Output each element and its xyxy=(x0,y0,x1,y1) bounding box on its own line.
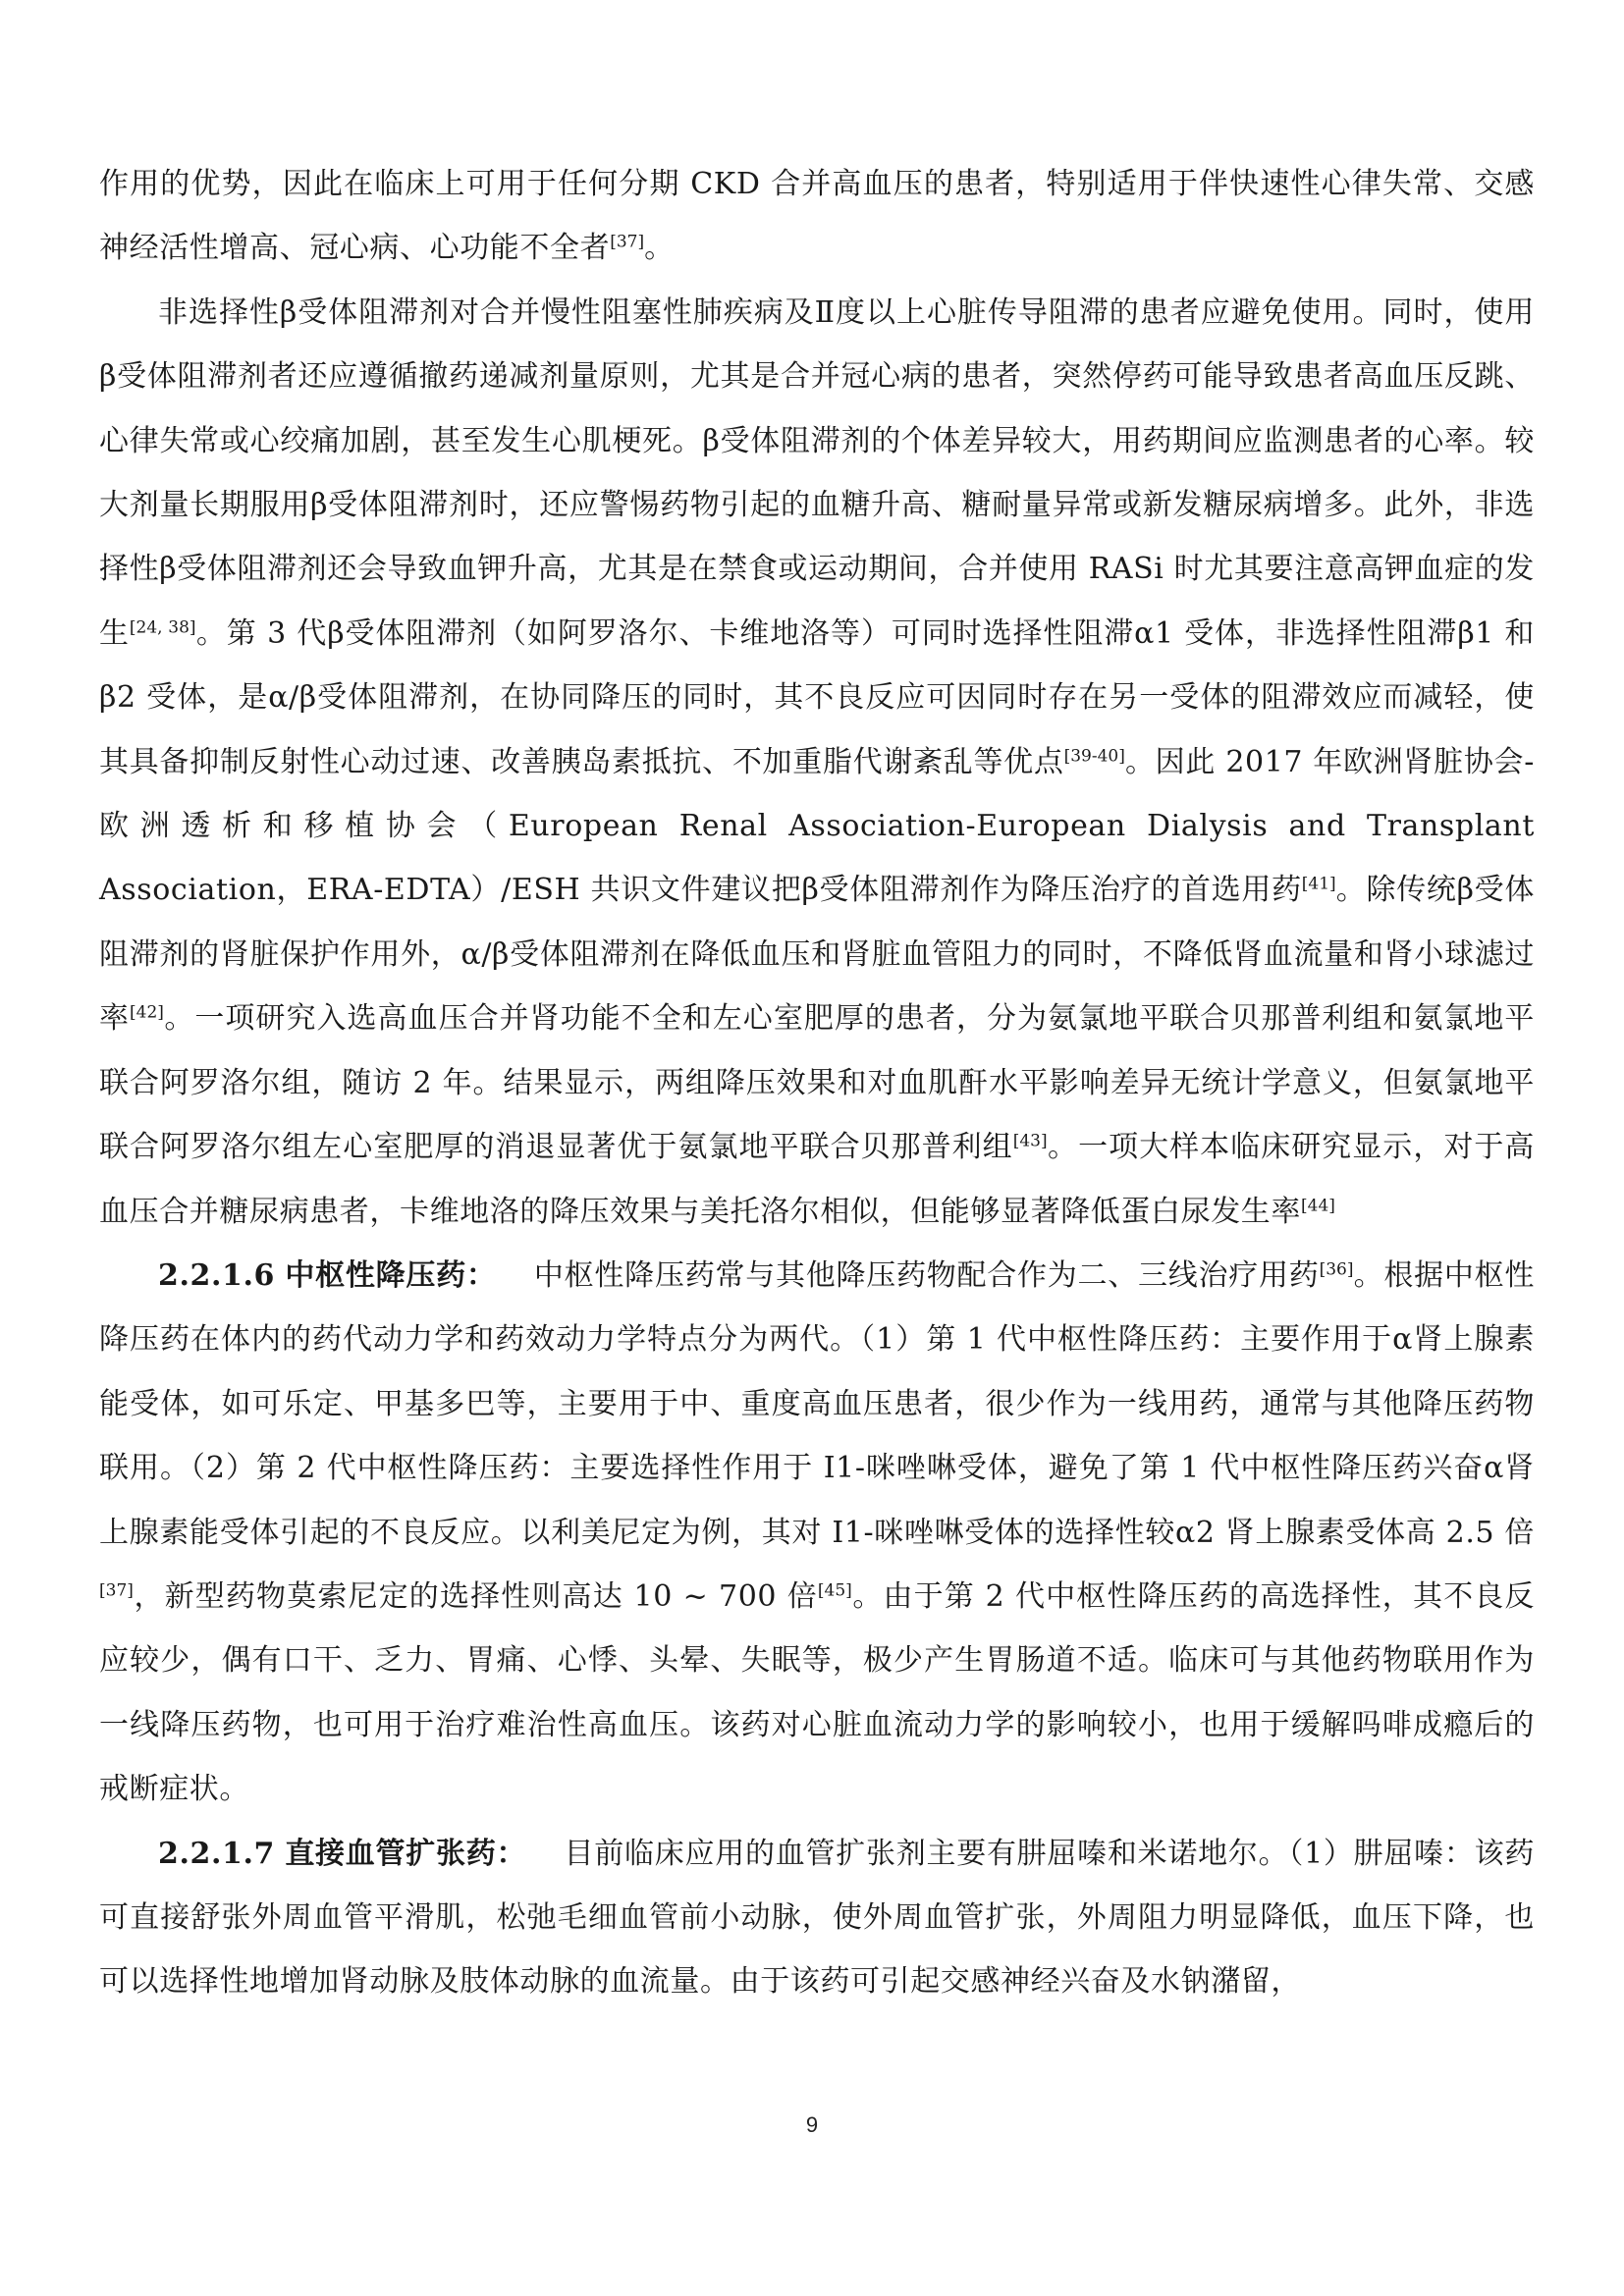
page-number: 9 xyxy=(805,2112,819,2137)
citation-ref: [44] xyxy=(1301,1195,1335,1215)
citation-ref: [39-40] xyxy=(1063,746,1125,767)
citation-ref: [43] xyxy=(1012,1131,1048,1151)
section-number: 2.2.1.6 xyxy=(158,1257,276,1293)
text-run: 。一项研究入选高血压合并肾功能不全和左心室肥厚的患者，分为氨氯地平联合贝那普利组和氨氯地平联合阿罗洛尔组，随访 2 年。结果显示，两组降压效果和对血肌酐水平影响差异无统计学意义，但氨氯地平联合阿罗洛尔组左心室肥厚的消退显著优于氨氯地平联合贝那普利组 xyxy=(99,1001,1535,1165)
paragraph-central-antihypertensive xyxy=(99,1244,1535,1822)
text-run: 目前临床应用的血管扩张剂主要有肼屈嗪和米诺地尔。（1）肼屈嗪：该药可直接舒张外周血管平滑肌，松弛毛细血管前小动脉，使外周血管扩张，外周阻力明显降低，血压下降，也可以选择性地增加肾动脉及肢体动脉的血流量。由于该药可引起交感神经兴奋及水钠潴留， xyxy=(99,1836,1535,2000)
citation-ref: [45] xyxy=(817,1580,852,1601)
text-run: 。因此 2017 年欧洲肾脏协会-欧洲透析和移植协会（European Renal Association-European Dialysis and Transplant Association，ERA-EDTA）/ESH 共识文件建议把β受体阻滞剂作为降压治疗的首选用药 xyxy=(99,744,1535,908)
text-run: 中枢性降压药常与其他降压药物配合作为二、三线治疗用药 xyxy=(533,1257,1320,1293)
text-run: 作用的优势，因此在临床上可用于任何分期 CKD 合并高血压的患者，特别适用于伴快速性心律失常、交感神经活性增高、冠心病、心功能不全者 xyxy=(99,167,1535,266)
text-run: 非选择性β受体阻滞剂对合并慢性阻塞性肺疾病及Ⅱ度以上心脏传导阻滞的患者应避免使用。同时，使用β受体阻滞剂者还应遵循撤药递减剂量原则，尤其是合并冠心病的患者，突然停药可能导致患者高血压反跳、心律失常或心绞痛加剧，甚至发生心肌梗死。β受体阻滞剂的个体差异较大，用药期间应监测患者的心率。较大剂量长期服用β受体阻滞剂时，还应警惕药物引起的血糖升高、糖耐量异常或新发糖尿病增多。此外，非选择性β受体阻滞剂还会导致血钾升高，尤其是在禁食或运动期间，合并使用 RASi 时尤其要注意高钾血症的发生 xyxy=(99,294,1535,651)
page-body xyxy=(99,152,1535,2014)
text-run: 。由于第 2 代中枢性降压药的高选择性，其不良反应较少，偶有口干、乏力、胃痛、心悸、头晕、失眠等，极少产生胃肠道不适。临床可与其他药物联用作为一线降压药物，也可用于治疗难治性高血压。该药对心脏血流动力学的影响较小，也用于缓解吗啡成瘾后的戒断症状。 xyxy=(99,1578,1535,1807)
citation-ref: [41] xyxy=(1301,874,1336,894)
section-title: 中枢性降压药： xyxy=(285,1257,497,1293)
citation-ref: [36] xyxy=(1319,1259,1354,1280)
paragraph-continuation xyxy=(99,152,1535,281)
text-run: 。除传统β受体阻滞剂的肾脏保护作用外，α/β受体阻滞剂在降低血压和肾脏血管阻力的同时，不降低肾血流量和肾小球滤过率 xyxy=(99,873,1535,1037)
section-title: 直接血管扩张药： xyxy=(285,1836,527,1871)
citation-ref: [24, 38] xyxy=(129,617,196,638)
citation-ref: [37] xyxy=(99,1580,134,1601)
paragraph-beta-blocker xyxy=(99,281,1535,1244)
citation-ref: [37] xyxy=(610,232,645,252)
text-run: ，新型药物莫索尼定的选择性则高达 10 ~ 700 倍 xyxy=(133,1578,818,1614)
section-number: 2.2.1.7 xyxy=(158,1836,276,1871)
paragraph-vasodilator xyxy=(99,1822,1535,2014)
text-run: 。一项大样本临床研究显示，对于高血压合并糖尿病患者，卡维地洛的降压效果与美托洛尔相似，但能够显著降低蛋白尿发生率 xyxy=(99,1130,1536,1229)
text-run: 。根据中枢性降压药在体内的药代动力学和药效动力学特点分为两代。（1）第 1 代中枢性降压药：主要作用于α肾上腺素能受体，如可乐定、甲基多巴等，主要用于中、重度高血压患者，很少作为一线用药，通常与其他降压药物联用。（2）第 2 代中枢性降压药：主要选择性作用于 I1-咪唑啉受体，避免了第 1 代中枢性降压药兴奋α肾上腺素能受体引起的不良反应。以利美尼定为例，其对 I1-咪唑啉受体的选择性较α2 肾上腺素受体高 2.5 倍 xyxy=(99,1257,1535,1550)
text-run: 。 xyxy=(644,231,675,266)
text-run: 。第 3 代β受体阻滞剂（如阿罗洛尔、卡维地洛等）可同时选择性阻滞α1 受体，非选择性阻滞β1 和β2 受体，是α/β受体阻滞剂，在协同降压的同时，其不良反应可因同时存在另一受体的阻滞效应而减轻，使其具备抑制反射性心动过速、改善胰岛素抵抗、不加重脂代谢紊乱等优点 xyxy=(99,615,1536,779)
citation-ref: [42] xyxy=(130,1002,164,1023)
